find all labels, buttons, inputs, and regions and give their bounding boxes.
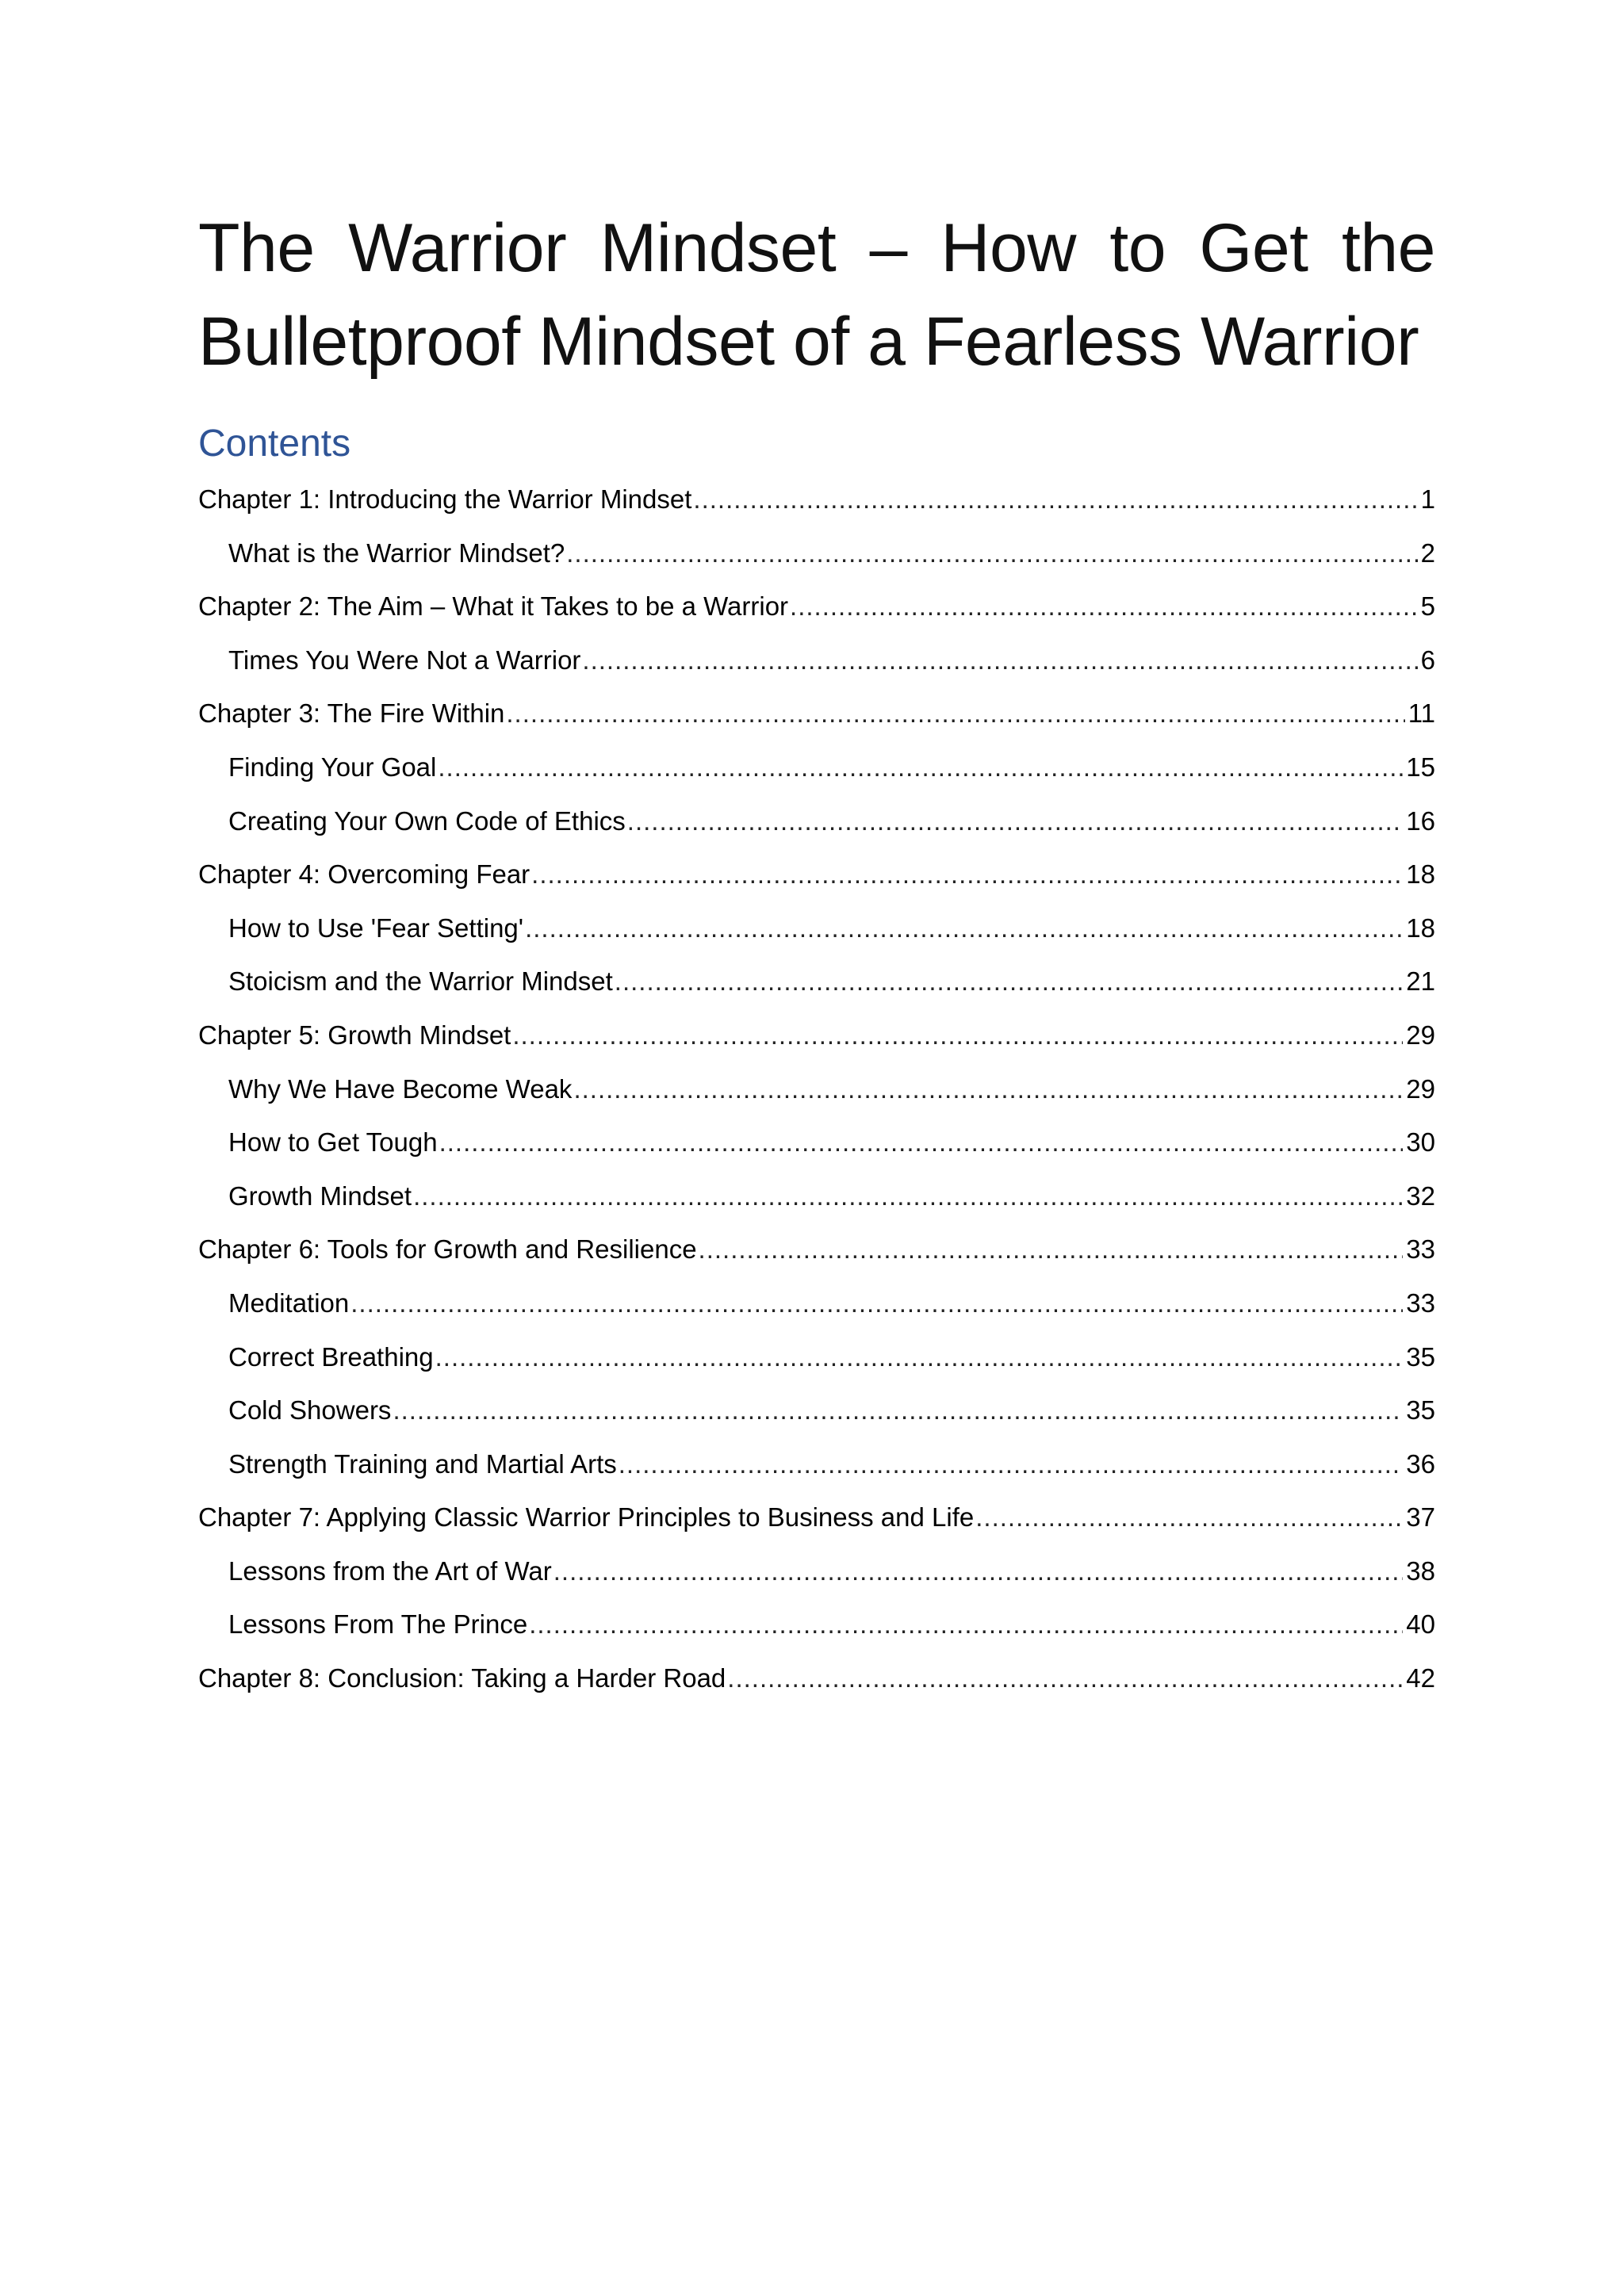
toc-entry-title: Chapter 1: Introducing the Warrior Mindset: [198, 484, 692, 514]
toc-page-number: 21: [1406, 966, 1435, 997]
toc-dot-leader: [619, 1437, 1404, 1491]
toc-page-number: 18: [1406, 859, 1435, 890]
toc-page-number: 29: [1406, 1020, 1435, 1050]
toc-section-entry[interactable]: [198, 901, 1435, 955]
toc-section-entry[interactable]: [198, 1330, 1435, 1384]
toc-page-number: 15: [1406, 752, 1435, 782]
toc-entry-title: Lessons From The Prince: [228, 1609, 528, 1640]
toc-chapter-entry[interactable]: [198, 1490, 1435, 1544]
toc-page-number: 29: [1406, 1073, 1435, 1104]
toc-entry-title: Chapter 3: The Fire Within: [198, 698, 505, 729]
toc-entry-title: Strength Training and Martial Arts: [228, 1448, 617, 1479]
toc-section-entry[interactable]: [198, 740, 1435, 794]
toc-section-entry[interactable]: [198, 1598, 1435, 1651]
toc-dot-leader: [439, 1115, 1404, 1169]
toc-entry-title: Chapter 4: Overcoming Fear: [198, 859, 530, 890]
toc-section-entry[interactable]: [198, 955, 1435, 1008]
toc-dot-leader: [553, 1544, 1404, 1598]
toc-chapter-entry[interactable]: [198, 848, 1435, 901]
toc-entry-title: Chapter 5: Growth Mindset: [198, 1020, 511, 1050]
toc-dot-leader: [525, 901, 1403, 955]
toc-entry-title: Chapter 7: Applying Classic Warrior Principles to Business and Life: [198, 1502, 975, 1533]
toc-section-entry[interactable]: [198, 1276, 1435, 1330]
toc-dot-leader: [975, 1490, 1403, 1544]
toc-page-number: 38: [1406, 1556, 1435, 1586]
toc-page-number: 32: [1406, 1181, 1435, 1211]
toc-dot-leader: [531, 848, 1403, 901]
toc-page-number: 6: [1420, 645, 1435, 675]
toc-page-number: 37: [1406, 1502, 1435, 1533]
toc-dot-leader: [693, 473, 1417, 526]
toc-chapter-entry[interactable]: [198, 1651, 1435, 1705]
toc-entry-title: How to Use 'Fear Setting': [228, 913, 524, 943]
toc-chapter-entry[interactable]: [198, 1223, 1435, 1276]
toc-dot-leader: [615, 955, 1404, 1008]
toc-page-number: 16: [1406, 806, 1435, 836]
toc-dot-leader: [790, 580, 1418, 633]
toc-page-number: 42: [1406, 1663, 1435, 1693]
toc-dot-leader: [727, 1651, 1403, 1705]
toc-entry-title: Chapter 8: Conclusion: Taking a Harder Road: [198, 1663, 726, 1693]
toc-section-entry[interactable]: [198, 1437, 1435, 1491]
toc-page-number: 5: [1420, 591, 1435, 622]
toc-page-number: 33: [1406, 1234, 1435, 1265]
toc-dot-leader: [699, 1223, 1404, 1276]
toc-dot-leader: [566, 526, 1417, 580]
toc-entry-title: Chapter 2: The Aim – What it Takes to be a Warrior: [198, 591, 789, 622]
toc-dot-leader: [413, 1169, 1403, 1223]
toc-dot-leader: [627, 794, 1403, 848]
toc-page-number: 11: [1408, 698, 1435, 729]
toc-dot-leader: [582, 633, 1417, 687]
toc-page-number: 30: [1406, 1127, 1435, 1158]
toc-page-number: 36: [1406, 1448, 1435, 1479]
toc-dot-leader: [435, 1330, 1404, 1384]
toc-entry-title: Stoicism and the Warrior Mindset: [228, 966, 613, 997]
toc-section-entry[interactable]: [198, 794, 1435, 848]
table-of-contents: [198, 473, 1435, 1705]
toc-entry-title: Why We Have Become Weak: [228, 1073, 573, 1104]
toc-chapter-entry[interactable]: [198, 473, 1435, 526]
toc-chapter-entry[interactable]: [198, 580, 1435, 633]
toc-entry-title: Correct Breathing: [228, 1341, 434, 1372]
toc-entry-title: How to Get Tough: [228, 1127, 438, 1158]
toc-page-number: 1: [1420, 484, 1435, 514]
toc-chapter-entry[interactable]: [198, 1008, 1435, 1062]
toc-chapter-entry[interactable]: [198, 687, 1435, 740]
toc-page-number: 35: [1406, 1395, 1435, 1425]
document-title: The Warrior Mindset – How to Get the Bulletproof Mindset of a Fearless Warrior: [198, 210, 1435, 380]
toc-section-entry[interactable]: [198, 633, 1435, 687]
toc-entry-title: Lessons from the Art of War: [228, 1556, 552, 1586]
toc-dot-leader: [512, 1008, 1403, 1062]
toc-section-entry[interactable]: [198, 1383, 1435, 1437]
toc-entry-title: Times You Were Not a Warrior: [228, 645, 581, 675]
toc-entry-title: Creating Your Own Code of Ethics: [228, 806, 626, 836]
toc-page-number: 33: [1406, 1288, 1435, 1318]
toc-dot-leader: [438, 740, 1403, 794]
toc-section-entry[interactable]: [198, 1115, 1435, 1169]
toc-section-entry[interactable]: [198, 1062, 1435, 1116]
toc-section-entry[interactable]: [198, 1169, 1435, 1223]
toc-entry-title: Cold Showers: [228, 1395, 392, 1425]
toc-entry-title: What is the Warrior Mindset?: [228, 538, 565, 568]
toc-page-number: 35: [1406, 1341, 1435, 1372]
toc-dot-leader: [573, 1062, 1403, 1116]
toc-entry-title: Meditation: [228, 1288, 350, 1318]
toc-entry-title: Chapter 6: Tools for Growth and Resilience: [198, 1234, 697, 1265]
toc-entry-title: Growth Mindset: [228, 1181, 412, 1211]
toc-dot-leader: [393, 1383, 1403, 1437]
toc-entry-title: Finding Your Goal: [228, 752, 437, 782]
toc-section-entry[interactable]: [198, 526, 1435, 580]
toc-page-number: 2: [1420, 538, 1435, 568]
contents-heading: Contents: [198, 423, 351, 465]
toc-section-entry[interactable]: [198, 1544, 1435, 1598]
toc-page-number: 18: [1406, 913, 1435, 943]
toc-dot-leader: [350, 1276, 1403, 1330]
toc-page-number: 40: [1406, 1609, 1435, 1640]
toc-dot-leader: [506, 687, 1404, 740]
toc-dot-leader: [529, 1598, 1403, 1651]
